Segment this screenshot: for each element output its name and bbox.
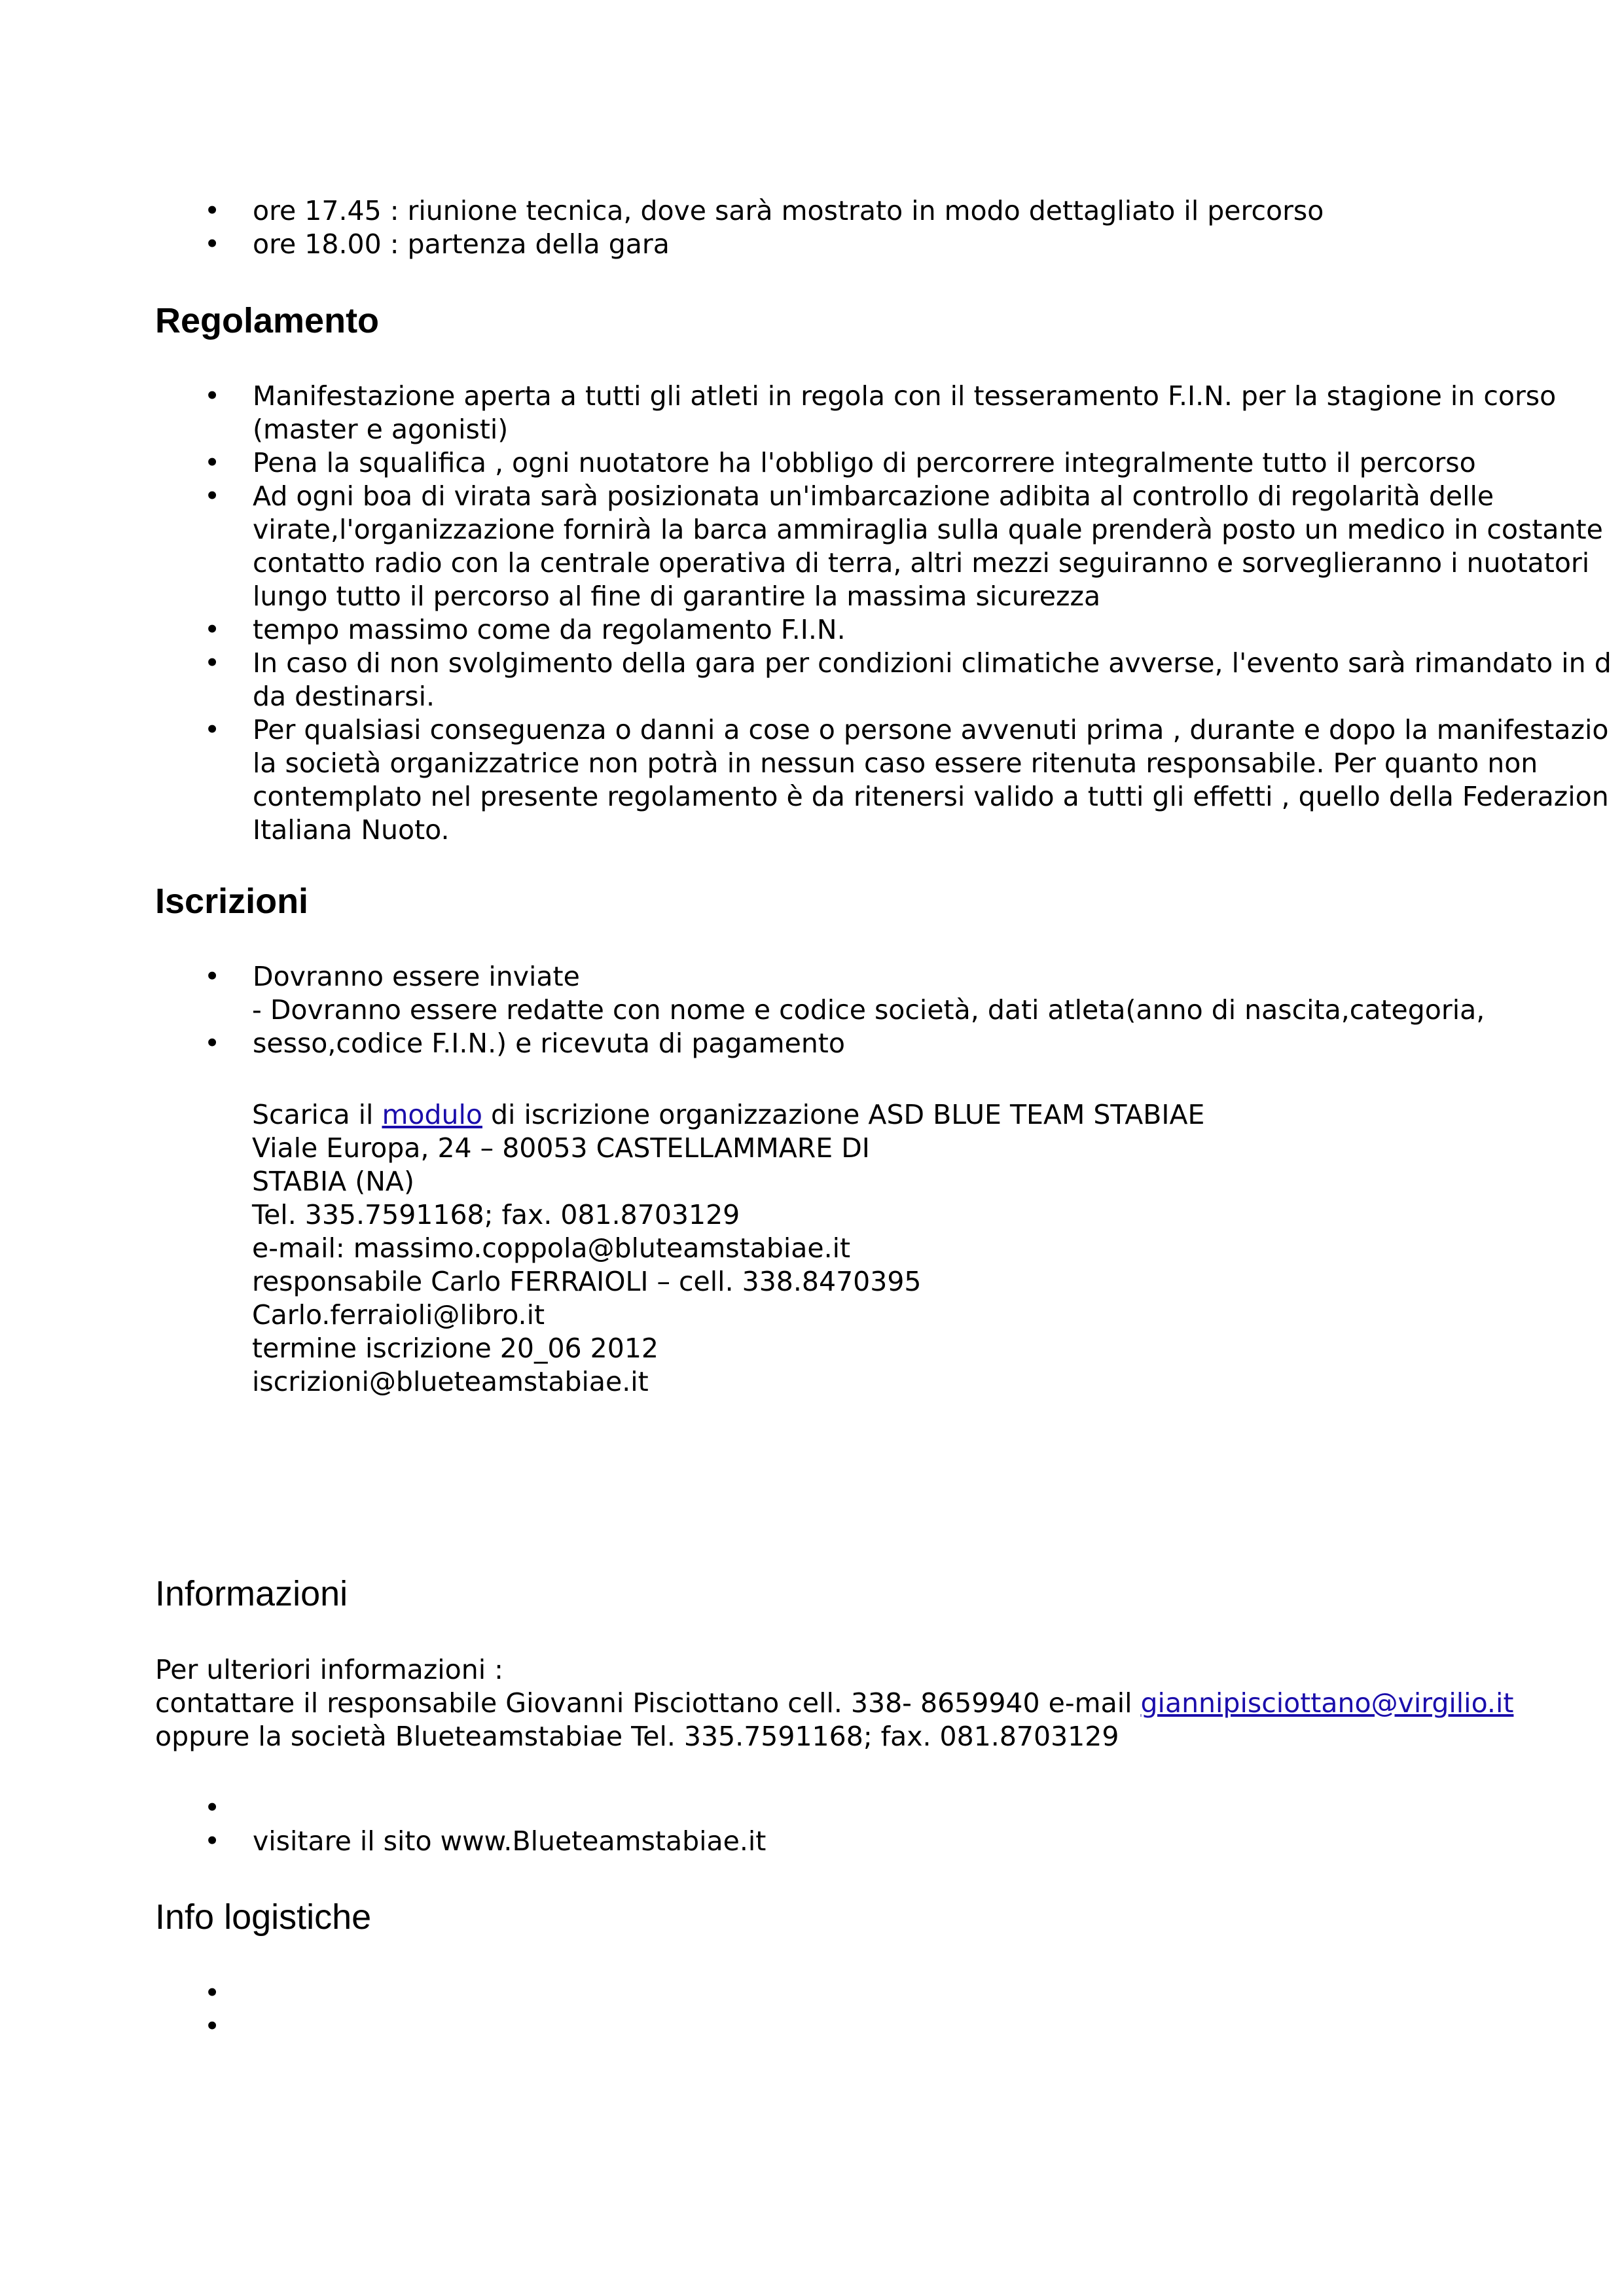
contact-prefix: contattare il responsabile Giovanni Pisciottano cell. 338- 8659940 e-mail — [155, 1687, 1141, 1719]
iscrizioni-list — [0, 960, 1624, 994]
iscrizioni-list-b — [0, 1027, 1624, 1060]
list-item: • sesso,codice F.I.N.) e ricevuta di pagamento — [0, 1027, 1624, 1060]
text-line: • Per qualsiasi conseguenza o danni a cose o persone avvenuti prima , durante e dopo la manifestazio — [253, 714, 1609, 745]
logistiche-list — [0, 1977, 1624, 2043]
text-line: • tempo massimo come da regolamento F.I.N. — [253, 614, 846, 645]
address-line: STABIA (NA) — [252, 1166, 414, 1197]
modulo-link[interactable]: modulo — [382, 1099, 482, 1130]
deadline-line: termine iscrizione 20_06 2012 — [252, 1333, 659, 1364]
text-line: contatto radio con la centrale operativa di terra, altri mezzi seguiranno e sorveglieranno i nuotatori — [253, 547, 1590, 579]
download-suffix: di iscrizione organizzazione ASD BLUE TEAM STABIAE — [482, 1099, 1205, 1130]
text-line — [155, 1687, 1513, 1720]
email-link[interactable]: giannipisciottano@virgilio.it — [1140, 1687, 1514, 1719]
iscrizioni-list-a — [0, 960, 1624, 994]
text-line: virate,l'organizzazione fornirà la barca ammiraglia sulla quale prenderà posto un medico in costante — [253, 514, 1603, 545]
text-line: • Ad ogni boa di virata sarà posizionata un'imbarcazione adibita al controllo di regolarità delle — [253, 480, 1494, 512]
iscrizioni-list-continued — [0, 1027, 1624, 1060]
informazioni-list-block — [0, 1791, 1624, 1858]
informazioni-list — [0, 1791, 1624, 1858]
text-line: oppure la società Blueteamstabiae Tel. 335.7591168; fax. 081.8703129 — [155, 1721, 1119, 1752]
email-line: Carlo.ferraioli@libro.it — [252, 1299, 545, 1331]
schedule-list-block — [0, 194, 1624, 261]
list-item: • visitare il sito www.Blueteamstabiae.it — [0, 1825, 1624, 1858]
list-item: • ore 18.00 : partenza della gara — [0, 228, 1624, 261]
list-item — [0, 446, 1624, 480]
email-line: iscrizioni@blueteamstabiae.it — [252, 1366, 649, 1397]
iscrizioni-heading: Iscrizioni — [155, 882, 309, 921]
list-item — [0, 713, 1624, 847]
list-item — [0, 480, 1624, 613]
logistiche-heading: Info logistiche — [155, 1897, 372, 1937]
text-line: lungo tutto il percorso al fine di garantire la massima sicurezza — [253, 581, 1101, 612]
regolamento-list — [0, 380, 1624, 847]
list-item — [0, 2010, 1624, 2043]
email-line: e-mail: massimo.coppola@bluteamstabiae.it — [252, 1232, 851, 1264]
text-line: da destinarsi. — [253, 681, 435, 712]
iscrizioni-note-line: - Dovranno essere redatte con nome e codice società, dati atleta(anno di nascita,categoria, — [252, 994, 1485, 1026]
text-line: Italiana Nuoto. — [253, 814, 450, 846]
list-item: • Dovranno essere inviate — [0, 960, 1624, 994]
contact-block — [252, 1098, 1204, 1399]
list-item — [0, 613, 1624, 647]
list-item — [0, 380, 1624, 446]
text-line: • Manifestazione aperta a tutti gli atleti in regola con il tesseramento F.I.N. per la stagione in corso — [253, 380, 1557, 412]
text-line: (master e agonisti) — [253, 414, 509, 445]
text-line: la società organizzatrice non potrà in nessun caso essere ritenuta responsabile. Per quanto non — [253, 747, 1538, 779]
logistiche-list-block — [0, 1977, 1624, 2043]
regolamento-block — [0, 380, 1624, 847]
text-line: • Pena la squalifica , ogni nuotatore ha l'obbligo di percorrere integralmente tutto il percorso — [253, 447, 1476, 478]
text-line: Per ulteriori informazioni : — [155, 1654, 503, 1685]
schedule-list — [0, 194, 1624, 261]
list-item — [0, 1791, 1624, 1825]
text-line: contemplato nel presente regolamento è da ritenersi valido a tutti gli effetti , quello della Federazion — [253, 781, 1609, 812]
address-line: Viale Europa, 24 – 80053 CASTELLAMMARE DI — [252, 1132, 870, 1164]
informazioni-heading: Informazioni — [155, 1574, 348, 1613]
list-item — [0, 647, 1624, 713]
responsible-line: responsabile Carlo FERRAIOLI – cell. 338.8470395 — [252, 1266, 922, 1297]
list-item: • ore 17.45 : riunione tecnica, dove sarà mostrato in modo dettagliato il percorso — [0, 194, 1624, 228]
regolamento-heading: Regolamento — [155, 301, 380, 340]
list-item — [0, 1977, 1624, 2010]
informazioni-text — [155, 1653, 1513, 1753]
download-prefix: Scarica il — [252, 1099, 382, 1130]
download-line — [252, 1098, 1204, 1132]
text-line: • In caso di non svolgimento della gara per condizioni climatiche avverse, l'evento sarà rimandato in d — [253, 647, 1612, 679]
phone-line: Tel. 335.7591168; fax. 081.8703129 — [252, 1199, 740, 1230]
